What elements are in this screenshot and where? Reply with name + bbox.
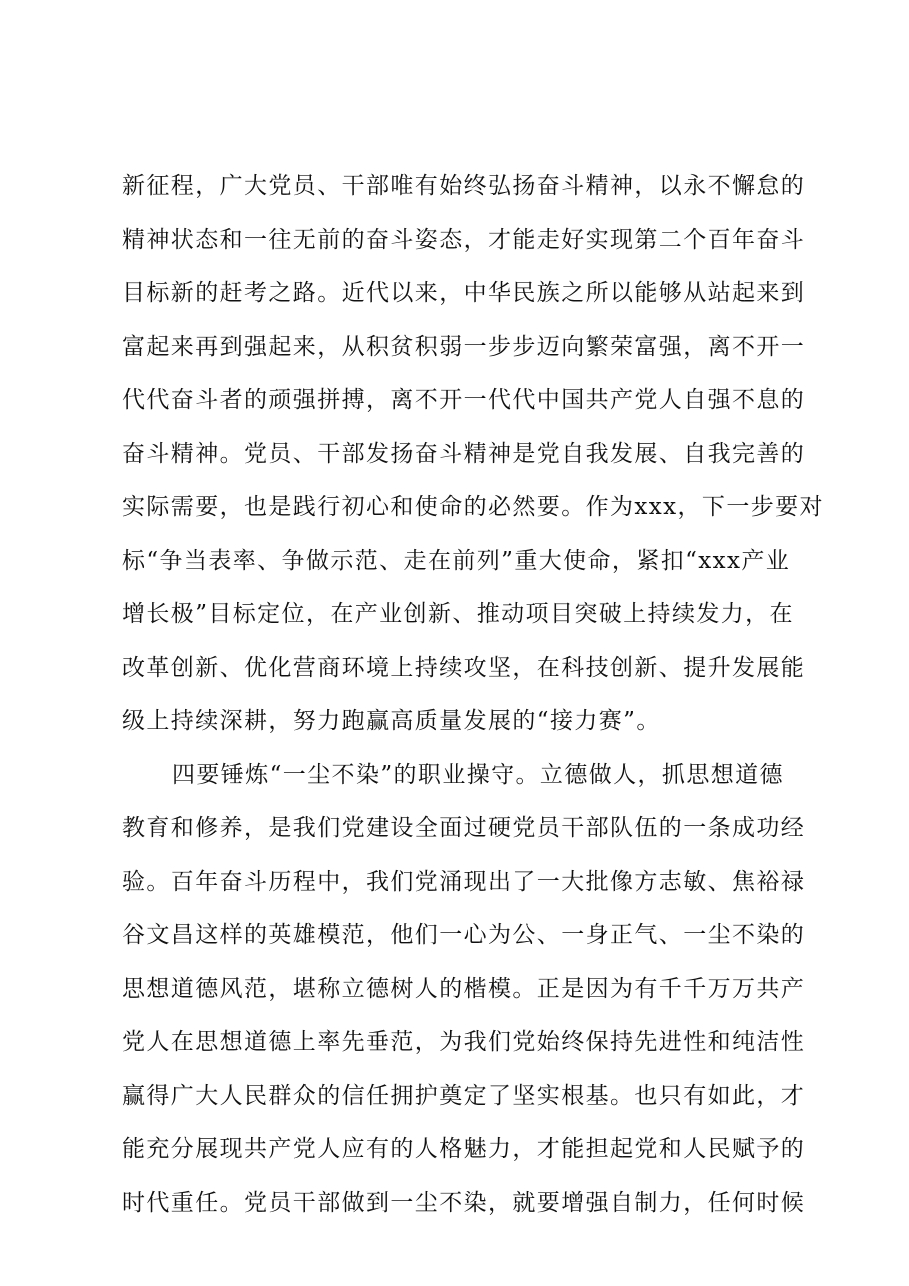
- text-line: 实际需要，也是践行初心和使命的必然要。作为xxx，下一步要对: [122, 494, 824, 520]
- text-line: 改革创新、优化营商环境上持续攻坚，在科技创新、提升发展能: [122, 654, 806, 681]
- text-line: 富起来再到强起来，从积贫积弱一步步迈向繁荣富强，离不开一: [122, 333, 806, 360]
- document-body: [122, 160, 824, 1230]
- text-line: 新征程，广大党员、干部唯有始终弘扬奋斗精神，以永不懈怠的: [122, 173, 806, 199]
- paragraph-1: [122, 160, 824, 749]
- text-line: 级上持续深耕，努力跑赢高质量发展的“接力赛”。: [122, 708, 661, 734]
- text-line: 思想道德风范，堪称立德树人的楷模。正是因为有千千万万共产: [122, 975, 806, 1002]
- text-line: 代代奋斗者的顽强拼搏，离不开一代代中国共产党人自强不息的: [122, 387, 806, 413]
- text-line: 教育和修养，是我们党建设全面过硬党员干部队伍的一条成功经: [122, 815, 806, 841]
- paragraph-2: [122, 749, 806, 1231]
- text-line-first: 四要锤炼“一尘不染”的职业操守。立德做人，抓思想道德: [172, 761, 784, 788]
- text-line: 奋斗精神。党员、干部发扬奋斗精神是党自我发展、自我完善的: [122, 440, 806, 467]
- text-line: 时代重任。党员干部做到一尘不染，就要增强自制力，任何时候: [122, 1189, 806, 1216]
- text-line: 党人在思想道德上率先垂范，为我们党始终保持先进性和纯洁性: [122, 1029, 806, 1055]
- text-line: 赢得广大人民群众的信任拥护奠定了坚实根基。也只有如此，才: [122, 1082, 806, 1109]
- text-line: 标“争当表率、争做示范、走在前列”重大使命，紧扣“xxx产业: [122, 547, 791, 574]
- text-line: 增长极”目标定位，在产业创新、推动项目突破上持续发力，在: [122, 601, 794, 627]
- text-line: 目标新的赶考之路。近代以来，中华民族之所以能够从站起来到: [122, 280, 806, 306]
- text-line: 谷文昌这样的英雄模范，他们一心为公、一身正气、一尘不染的: [122, 922, 806, 948]
- text-line: 能充分展现共产党人应有的人格魅力，才能担起党和人民赋予的: [122, 1136, 806, 1162]
- text-line: 验。百年奋斗历程中，我们党涌现出了一大批像方志敏、焦裕禄: [122, 868, 806, 895]
- text-line: 精神状态和一往无前的奋斗姿态，才能走好实现第二个百年奋斗: [122, 226, 806, 253]
